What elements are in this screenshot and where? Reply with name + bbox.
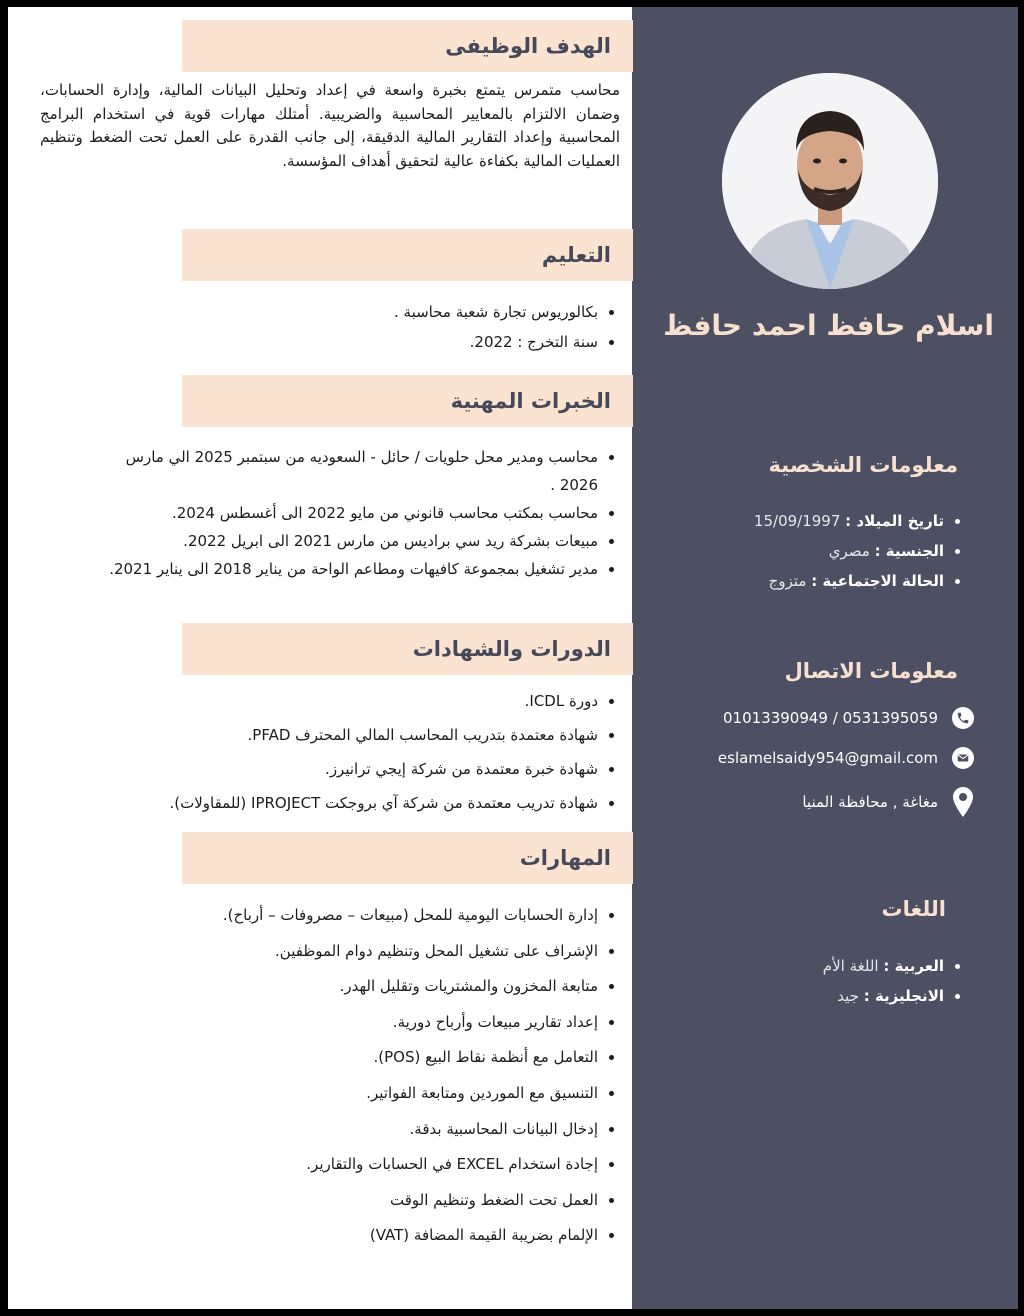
sidebar bbox=[632, 7, 1018, 1309]
skill-item: • إدارة الحسابات اليومية للمحل (مبيعات – مصروفات – أرباح). bbox=[223, 898, 598, 934]
language-item bbox=[823, 951, 944, 981]
phone-icon bbox=[952, 707, 974, 729]
course-item: • دورة ICDL. bbox=[169, 684, 598, 718]
personal-info-item bbox=[754, 566, 944, 596]
language-arabic-value: اللغة الأم bbox=[822, 957, 879, 975]
course-item: • شهادة معتمدة بتدريب المحاسب المالي المحترف PFAD. bbox=[169, 718, 598, 752]
skill-item: • التعامل مع أنظمة نقاط البيع (POS). bbox=[223, 1040, 598, 1076]
contact-email bbox=[718, 747, 974, 769]
objective-text: محاسب متمرس يتمتع بخبرة واسعة في إعداد وتحليل البيانات المالية، وإدارة الحسابات، وضمان الالتزام بالمعايير المحاسبية والضريبية. أمتلك مهارات قوية في استخدام البرامج المحاسبية وإعداد التقارير المالية الدقيقة، إلى جانب القدرة على العمل تحت الضغط وتنظيم العمليات المالية بكفاءة عالية لتحقيق أهداف المؤسسة. bbox=[40, 81, 620, 170]
skill-item: • إجادة استخدام EXCEL في الحسابات والتقارير. bbox=[223, 1147, 598, 1183]
location-pin-icon bbox=[952, 787, 974, 817]
main-content bbox=[8, 7, 632, 1309]
email-text[interactable]: eslamelsaidy954@gmail.com bbox=[717, 749, 938, 767]
objective-heading: الهدف الوظيفى bbox=[445, 34, 611, 58]
education-heading: التعليم bbox=[541, 243, 611, 267]
full-name: اسلام حافظ احمد حافظ bbox=[663, 309, 994, 342]
education-item: • بكالوريوس تجارة شعبة محاسبة . bbox=[394, 297, 598, 327]
education-list bbox=[394, 297, 632, 357]
experience-item: • مدير تشغيل بمجموعة كافيهات ومطاعم الواحة من يناير 2018 الى يناير 2021. bbox=[98, 555, 598, 583]
contact-phone bbox=[723, 707, 974, 729]
experience-section-bar bbox=[182, 375, 633, 427]
experience-item: • محاسب بمكتب محاسب قانوني من مايو 2022 الى أغسطس 2024. bbox=[98, 499, 598, 527]
birthdate-value: 15/09/1997 bbox=[753, 512, 841, 530]
mail-icon bbox=[952, 747, 974, 769]
personal-info-list bbox=[754, 506, 962, 596]
marital-status-value: متزوج bbox=[768, 572, 807, 590]
skill-item: • إعداد تقارير مبيعات وأرباح دورية. bbox=[223, 1005, 598, 1041]
language-english-value: جيد bbox=[837, 987, 859, 1005]
courses-heading: الدورات والشهادات bbox=[412, 637, 611, 661]
experience-item: • مبيعات بشركة ريد سي براديس من مارس 2021 الى ابريل 2022. bbox=[98, 527, 598, 555]
courses-section-bar bbox=[182, 623, 633, 675]
birthdate-label: تاريخ الميلاد : bbox=[845, 512, 944, 530]
course-item: • شهادة خبرة معتمدة من شركة إيجي ترانيرز. bbox=[169, 752, 598, 786]
personal-info-item bbox=[754, 536, 944, 566]
avatar-portrait bbox=[722, 73, 938, 289]
language-item bbox=[823, 981, 944, 1011]
skill-item: • متابعة المخزون والمشتريات وتقليل الهدر. bbox=[223, 969, 598, 1005]
skill-item: • التنسيق مع الموردين ومتابعة الفواتير. bbox=[223, 1076, 598, 1112]
experience-item: • محاسب ومدير محل حلويات / حائل - السعوديه من سبتمبر 2025 الي مارس 2026 . bbox=[98, 443, 598, 499]
skill-item: • إدخال البيانات المحاسبية بدقة. bbox=[223, 1112, 598, 1148]
resume-page bbox=[8, 7, 1018, 1309]
nationality-label: الجنسية : bbox=[874, 542, 944, 560]
experience-list bbox=[98, 443, 632, 583]
address-text: مغاغة , محافظة المنيا bbox=[802, 793, 938, 811]
contact-heading: معلومات الاتصال bbox=[784, 659, 958, 683]
skills-section-bar bbox=[182, 832, 633, 884]
personal-info-heading: معلومات الشخصية bbox=[768, 453, 958, 477]
objective-section-bar bbox=[182, 20, 633, 72]
contact-address bbox=[802, 787, 974, 817]
profile-photo bbox=[722, 73, 938, 289]
skills-list bbox=[223, 898, 632, 1254]
courses-list bbox=[169, 684, 632, 820]
marital-status-label: الحالة الاجتماعية : bbox=[811, 572, 944, 590]
skill-item: • الإشراف على تشغيل المحل وتنظيم دوام الموظفين. bbox=[223, 934, 598, 970]
nationality-value: مصري bbox=[828, 542, 870, 560]
phone-text[interactable]: 0531395059 / 01013390949 bbox=[722, 709, 938, 727]
language-english-label: الانجليزية : bbox=[863, 987, 944, 1005]
skill-item: • العمل تحت الضغط وتنظيم الوقت bbox=[223, 1183, 598, 1219]
skill-item: • الإلمام بضريبة القيمة المضافة (VAT) bbox=[223, 1218, 598, 1254]
experience-heading: الخبرات المهنية bbox=[450, 389, 611, 413]
skills-heading: المهارات bbox=[519, 846, 611, 870]
education-item: • سنة التخرج : 2022. bbox=[394, 327, 598, 357]
course-item: • شهادة تدريب معتمدة من شركة آي بروجكت IPROJECT (للمقاولات). bbox=[169, 786, 598, 820]
education-section-bar bbox=[182, 229, 633, 281]
languages-list bbox=[823, 951, 962, 1011]
personal-info-item bbox=[754, 506, 944, 536]
languages-heading: اللغات bbox=[881, 897, 946, 921]
language-arabic-label: العربية : bbox=[883, 957, 944, 975]
